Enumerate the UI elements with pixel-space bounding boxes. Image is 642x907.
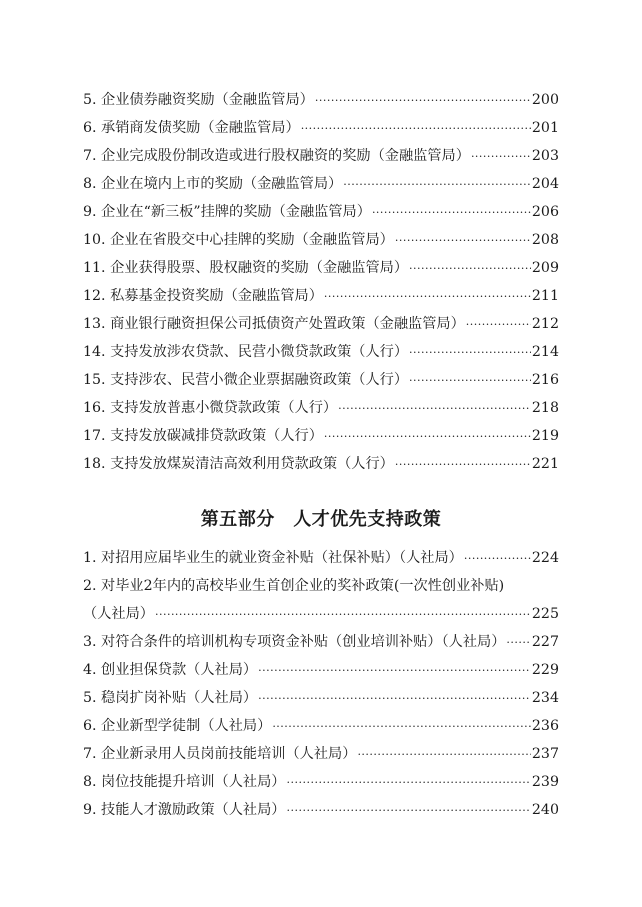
toc-entry-title: 17. 支持发放碳减排贷款政策（人行） (83, 428, 323, 444)
toc-entry-title: 4. 创业担保贷款（人社局） (83, 662, 258, 678)
dot-leader (301, 111, 531, 140)
dot-leader (357, 737, 530, 766)
dot-leader (409, 335, 531, 364)
toc-entry-page: 224 (531, 550, 559, 566)
dot-leader (343, 167, 531, 196)
toc-entry[interactable] (83, 656, 559, 684)
toc-entry-title: 9. 企业在“新三板”挂牌的奖励（金融监管局） (83, 204, 371, 220)
toc-entry-page: 221 (531, 456, 559, 472)
toc-entry-title: 18. 支持发放煤炭清洁高效利用贷款政策（人行） (83, 456, 394, 472)
toc-entry-page: 212 (531, 316, 559, 332)
dot-leader (466, 307, 531, 336)
toc-entry-page: 203 (531, 148, 559, 164)
toc-entry-page: 214 (531, 344, 559, 360)
dot-leader (287, 793, 531, 822)
toc-entry[interactable] (83, 544, 559, 572)
toc-entry[interactable] (83, 628, 559, 656)
toc-entry-page: 240 (531, 802, 559, 818)
toc-entry-page: 237 (531, 746, 559, 762)
toc-entry[interactable] (83, 226, 559, 254)
dot-leader (372, 195, 531, 224)
toc-entry[interactable] (83, 422, 559, 450)
toc-entry[interactable] (83, 740, 559, 768)
toc-entry-page: 211 (531, 288, 559, 304)
toc-entry-title: 13. 商业银行融资担保公司抵债资产处置政策（金融监管局） (83, 316, 465, 332)
toc-entry-title-continued: （人社局） (83, 606, 154, 622)
dot-leader (409, 363, 531, 392)
toc-entry-title: 7. 企业新录用人员岗前技能培训（人社局） (83, 746, 357, 762)
dot-leader (258, 681, 531, 710)
toc-entry-page: 234 (531, 690, 559, 706)
dot-leader (395, 447, 531, 476)
dot-leader (324, 279, 531, 308)
toc-entry-page: 218 (531, 400, 559, 416)
dot-leader (506, 625, 531, 654)
toc-entry-title: 1. 对招用应届毕业生的就业资金补贴（社保补贴）（人社局） (83, 550, 463, 566)
dot-leader (287, 765, 531, 794)
toc-entry-title: 8. 企业在境内上市的奖励（金融监管局） (83, 176, 343, 192)
toc-entry-title: 8. 岗位技能提升培训（人社局） (83, 774, 286, 790)
toc-entry-title: 6. 承销商发债奖励（金融监管局） (83, 120, 300, 136)
toc-entry-page: 239 (531, 774, 559, 790)
toc-entry-page: 206 (531, 204, 559, 220)
toc-entry[interactable] (83, 198, 559, 226)
toc-entry[interactable] (83, 394, 559, 422)
toc-entry[interactable] (83, 282, 559, 310)
toc-entry-title: 2. 对毕业2年内的高校毕业生首创企业的奖补政策(一次性创业补贴) (83, 578, 505, 594)
section-heading: 第五部分 人才优先支持政策 (200, 509, 442, 530)
dot-leader (258, 653, 531, 682)
toc-entry-title: 15. 支持涉农、民营小微企业票据融资政策（人行） (83, 372, 409, 388)
dot-leader (315, 83, 531, 112)
toc-entry-page: 200 (531, 92, 559, 108)
toc-entry-page: 229 (531, 662, 559, 678)
dot-leader (155, 597, 531, 626)
dot-leader (464, 541, 531, 570)
toc-entry-wrapped-first-line[interactable] (83, 572, 559, 600)
toc-list-section-four (83, 86, 559, 478)
toc-entry-page: 236 (531, 718, 559, 734)
toc-entry-page: 209 (531, 260, 559, 276)
toc-entry[interactable] (83, 170, 559, 198)
toc-entry[interactable] (83, 142, 559, 170)
toc-entry[interactable] (83, 712, 559, 740)
toc-entry[interactable] (83, 86, 559, 114)
toc-entry-title: 11. 企业获得股票、股权融资的奖励（金融监管局） (83, 260, 409, 276)
toc-entry-title: 3. 对符合条件的培训机构专项资金补贴（创业培训补贴）（人社局） (83, 634, 506, 650)
toc-entry-page: 208 (531, 232, 559, 248)
toc-entry-page: 225 (531, 606, 559, 622)
toc-entry-title: 9. 技能人才激励政策（人社局） (83, 802, 286, 818)
toc-entry[interactable] (83, 338, 559, 366)
toc-entry-page: 216 (531, 372, 559, 388)
toc-entry[interactable] (83, 254, 559, 282)
toc-entry-wrapped-second-line[interactable] (83, 600, 559, 628)
toc-entry-title: 12. 私募基金投资奖励（金融监管局） (83, 288, 323, 304)
toc-entry-title: 7. 企业完成股份制改造或进行股权融资的奖励（金融监管局） (83, 148, 470, 164)
dot-leader (395, 223, 531, 252)
toc-entry-title: 5. 企业债券融资奖励（金融监管局） (83, 92, 314, 108)
toc-entry[interactable] (83, 450, 559, 478)
dot-leader (471, 139, 531, 168)
toc-entry-page: 219 (531, 428, 559, 444)
toc-entry[interactable] (83, 114, 559, 142)
toc-entry-page: 204 (531, 176, 559, 192)
toc-entry[interactable] (83, 366, 559, 394)
toc-entry-title: 16. 支持发放普惠小微贷款政策（人行） (83, 400, 338, 416)
toc-entry-title: 14. 支持发放涉农贷款、民营小微贷款政策（人行） (83, 344, 409, 360)
dot-leader (409, 251, 531, 280)
toc-entry[interactable] (83, 310, 559, 338)
toc-entry-page: 201 (531, 120, 559, 136)
toc-entry-page: 227 (531, 634, 559, 650)
toc-entry-title: 5. 稳岗扩岗补贴（人社局） (83, 690, 258, 706)
toc-entry-title: 6. 企业新型学徒制（人社局） (83, 718, 272, 734)
toc-entry[interactable] (83, 768, 559, 796)
dot-leader (324, 419, 531, 448)
dot-leader (338, 391, 531, 420)
dot-leader (272, 709, 531, 738)
toc-entry[interactable] (83, 796, 559, 824)
toc-entry-title: 10. 企业在省股交中心挂牌的奖励（金融监管局） (83, 232, 394, 248)
toc-list-section-five (83, 544, 559, 824)
toc-entry[interactable] (83, 684, 559, 712)
